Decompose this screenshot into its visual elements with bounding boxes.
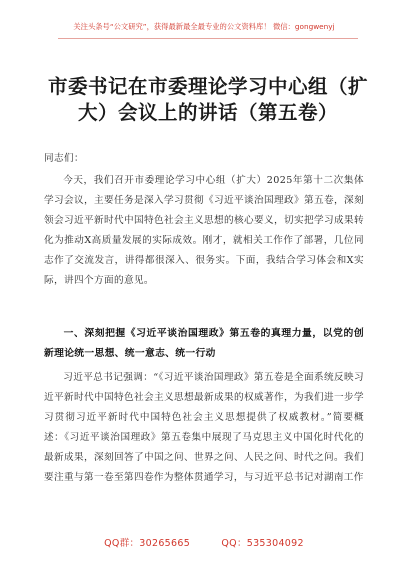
document-title: 市委书记在市委理论学习中心组（扩大）会议上的讲话（第五卷）: [48, 75, 369, 124]
footer: [0, 535, 408, 549]
header-divider: [58, 38, 358, 39]
paragraph-intro: 今天，我们召开市委理论学习中心组（扩大）2025年第十二次集体学习会议，主要任务是深入学习贯彻《习近平谈治国理政》第五卷，深刻领会习近平新时代中国特色社会主义思想的核心要义，切实把学习成果转化为推动X高质量发展的实际成效。刚才，就相关工作作了部署，几位同志作了交流发言，讲得都很深入、很务实。下面，我结合学习体会和X实际，讲四个方面的意见。: [44, 175, 364, 286]
footer-qq: QQ：535304092: [221, 538, 304, 549]
header-note: 关注头条号“公文研究”，获得最新最全最专业的公文资料库！ 微信：gongwenyj: [73, 22, 335, 31]
paragraph-section-1: 习近平总书记强调：“《习近平谈治国理政》第五卷是全面系统反映习近平新时代中国特色社会主义思想最新成果的权威著作，为我们进一步学习贯彻习近平新时代中国特色社会主义思想提供了权威教材。”简要概述：《习近平谈治国理政》第五卷集中展现了马克思主义中国化时代化的最新成果，深刻回答了中国之问、世界之问、人民之问、时代之问。我们要注重与第一卷至第四卷作为整体贯通学习，与习近平总书记对湖南工作: [44, 372, 364, 483]
greeting: 同志们：: [44, 153, 84, 164]
section-heading-1: 一、深刻把握《习近平谈治国理政》第五卷的真理力量，以党的创新理论统一思想、统一意志、统一行动: [44, 328, 364, 359]
footer-qq-group: QQ群：30265665: [104, 538, 191, 549]
